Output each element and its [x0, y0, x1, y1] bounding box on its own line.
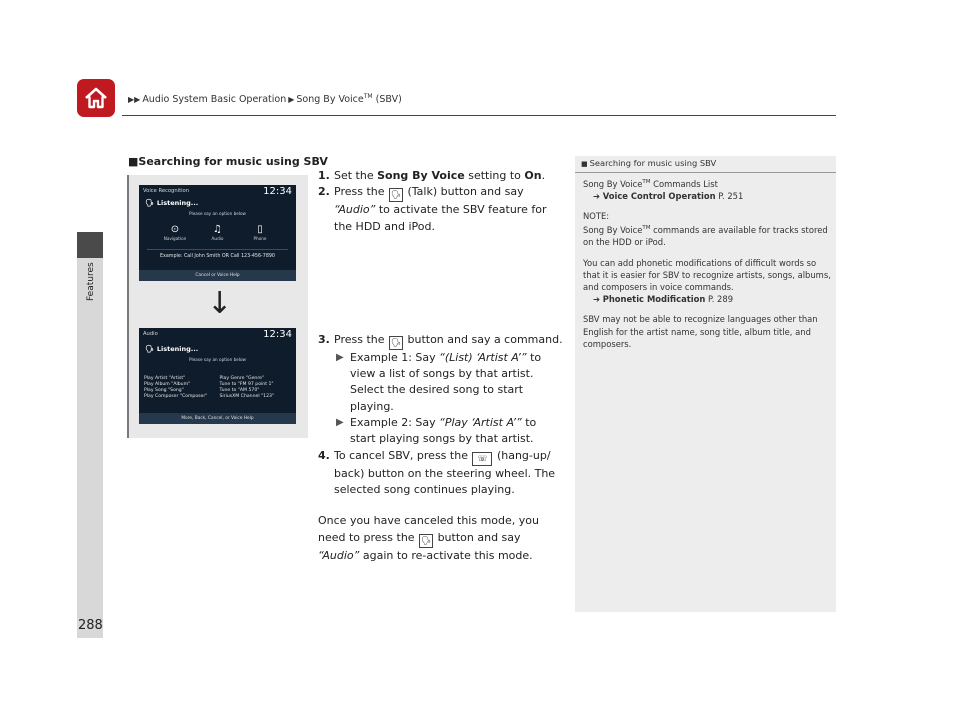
paragraph-text: again to re-activate this mode. [359, 548, 533, 562]
screen-prompt: Please say an option below [189, 357, 246, 362]
instruction-steps [318, 168, 564, 564]
voice-command: “(List) ‘Artist A’” [439, 350, 527, 364]
voice-command: “Audio” [318, 548, 360, 562]
cross-reference[interactable] [583, 294, 733, 304]
note-paragraph [583, 210, 831, 248]
step-text: Example 1: Say [350, 350, 440, 364]
music-note-icon: ♫ [213, 224, 222, 235]
breadcrumb-item[interactable]: Song By Voice [296, 94, 364, 106]
side-tab-marker [77, 232, 103, 258]
phone-icon: ▯ [257, 224, 263, 235]
note-text: SBV may not be able to recognize languages other than English for the artist name, song title, album title, and composers. [583, 314, 818, 349]
screen-footer: Cancel or Voice Help [139, 270, 296, 281]
spacer [318, 235, 564, 332]
step-text: to view a list of songs by that artist. Select the desired song to start playing. [350, 350, 542, 413]
reference-page: P. 251 [715, 191, 744, 201]
note-commands-list [583, 176, 831, 202]
hang-up-button-icon: ☏ [472, 452, 492, 466]
reference-arrow-icon: ➔ [593, 294, 603, 305]
option-label: Phone [253, 236, 267, 241]
triangle-bullet-icon: ▶ [336, 351, 344, 363]
breadcrumb-item[interactable]: Audio System Basic Operation [142, 94, 287, 106]
talk-button-icon: 🗣 [389, 188, 403, 202]
paragraph-text: Once you have canceled this mode, you need to press the [318, 514, 539, 544]
command-list [144, 376, 291, 399]
screen-prompt: Please say an option below [189, 211, 246, 216]
command-item: Tune to "AM 570" [219, 388, 260, 393]
example-2 [334, 415, 564, 448]
step-text: to start playing songs by that artist. [350, 416, 537, 446]
voice-recognition-screen [139, 185, 296, 281]
section-heading: ■Searching for music using SBV [128, 155, 328, 168]
note-body [583, 176, 831, 358]
note-paragraph [583, 313, 831, 350]
paragraph-text: button and say [434, 530, 521, 544]
option-audio [200, 224, 236, 241]
breadcrumb [126, 93, 402, 105]
step-text: setting to [464, 169, 525, 182]
down-arrow-icon: ↓ [207, 286, 233, 321]
step-number: 2. [318, 185, 330, 199]
home-icon [82, 84, 110, 112]
trademark-mark: TM [642, 225, 651, 232]
talk-button-icon: 🗣 [389, 336, 403, 350]
trademark-mark: TM [363, 93, 373, 100]
step-text: button and say a command. [404, 332, 563, 346]
note-label: NOTE: [583, 211, 610, 222]
command-item: Play Genre "Genre" [219, 376, 265, 381]
triangle-bullet-icon: ▶ [336, 417, 344, 429]
talk-icon: 🗣 [145, 345, 154, 353]
sidebar-note [575, 156, 836, 612]
command-item: Tune to "FM 97 point 1" [219, 382, 274, 387]
command-item: Play Album "Album" [144, 382, 191, 387]
closing-paragraph [318, 513, 564, 564]
note-title-text: Searching for music using SBV [589, 158, 717, 168]
step-text: Press the [334, 332, 388, 346]
option-label: Navigation [163, 236, 187, 241]
note-header [575, 156, 836, 173]
setting-name: Song By Voice [377, 169, 465, 182]
header-rule [122, 115, 836, 116]
audio-voice-screen [139, 328, 296, 424]
note-text: Song By Voice [583, 225, 643, 236]
cross-reference[interactable] [583, 191, 743, 201]
talk-icon: 🗣 [145, 199, 154, 207]
listening-status [145, 345, 198, 353]
step-text: (hang-up/ back) button on the steering wheel. The selected song continues playing. [334, 448, 556, 496]
screen-title: Voice Recognition [143, 188, 189, 194]
trademark-mark: TM [642, 179, 651, 185]
step-text: to activate the SBV feature for the HDD and iPod. [334, 203, 547, 233]
note-text: You can add phonetic modifications of difficult words so that it is easier for SBV to recognize artists, songs, albums, and composers in voice commands. [583, 257, 831, 293]
note-marker-icon: ■ [581, 160, 588, 168]
step-text: Set the [334, 169, 378, 182]
note-title [581, 158, 716, 168]
step-text: . [541, 169, 546, 182]
screen-clock: 12:34 [263, 186, 292, 197]
breadcrumb-arrow-icon: ▶▶ [128, 95, 141, 105]
voice-command: “Play ‘Artist A’” [439, 416, 522, 430]
step-number: 1. [318, 169, 330, 182]
side-tab-label: Features [86, 262, 96, 301]
option-navigation [157, 224, 193, 241]
note-text: Commands List [650, 178, 718, 189]
home-button[interactable] [77, 79, 115, 117]
command-item: Play Song "Song" [144, 388, 184, 393]
screen-example: Example: Call John Smith OR Call 123-456-7890 [160, 254, 275, 259]
breadcrumb-item-suffix: (SBV) [372, 94, 402, 106]
reference-title[interactable]: Phonetic Modification [602, 294, 706, 305]
step-4 [318, 448, 564, 499]
note-paragraph [583, 257, 831, 306]
listening-text: Listening... [156, 345, 199, 353]
note-text: Song By Voice [583, 178, 643, 189]
voice-command: “Audio” [334, 203, 376, 217]
reference-title[interactable]: Voice Control Operation [602, 191, 716, 201]
navigation-icon: ⊙ [170, 224, 180, 235]
step-text: To cancel SBV, press the [334, 448, 472, 462]
option-label: Audio [211, 236, 224, 241]
command-item: SiriusXM Channel "123" [219, 394, 275, 399]
step-text: Example 2: Say [350, 416, 440, 430]
example-1 [334, 350, 564, 415]
screen-footer: More, Back, Cancel, or Voice Help [139, 413, 296, 424]
step-number: 3. [318, 332, 330, 346]
listening-text: Listening... [156, 199, 199, 207]
reference-arrow-icon: ➔ [593, 191, 603, 201]
screen-clock: 12:34 [263, 329, 292, 340]
breadcrumb-arrow-icon: ▶ [288, 95, 295, 105]
screen-divider [147, 249, 288, 250]
screen-title: Audio [143, 331, 158, 337]
option-phone [242, 224, 278, 241]
step-2 [318, 184, 564, 235]
step-number: 4. [318, 448, 330, 462]
command-item: Play Composer "Composer" [144, 394, 208, 399]
page-number: 288 [78, 618, 103, 633]
step-text: (Talk) button and say [404, 185, 524, 199]
reference-page: P. 289 [705, 294, 734, 305]
note-text: commands are available for tracks stored on the HDD or iPod. [583, 225, 828, 248]
setting-value: On [524, 169, 542, 182]
step-text: Press the [334, 185, 388, 199]
listening-status [145, 199, 198, 207]
step-1 [318, 168, 564, 184]
talk-button-icon: 🗣 [419, 534, 433, 548]
option-icons [157, 224, 278, 241]
step-3 [318, 332, 564, 350]
command-item: Play Artist "Artist" [144, 376, 186, 381]
